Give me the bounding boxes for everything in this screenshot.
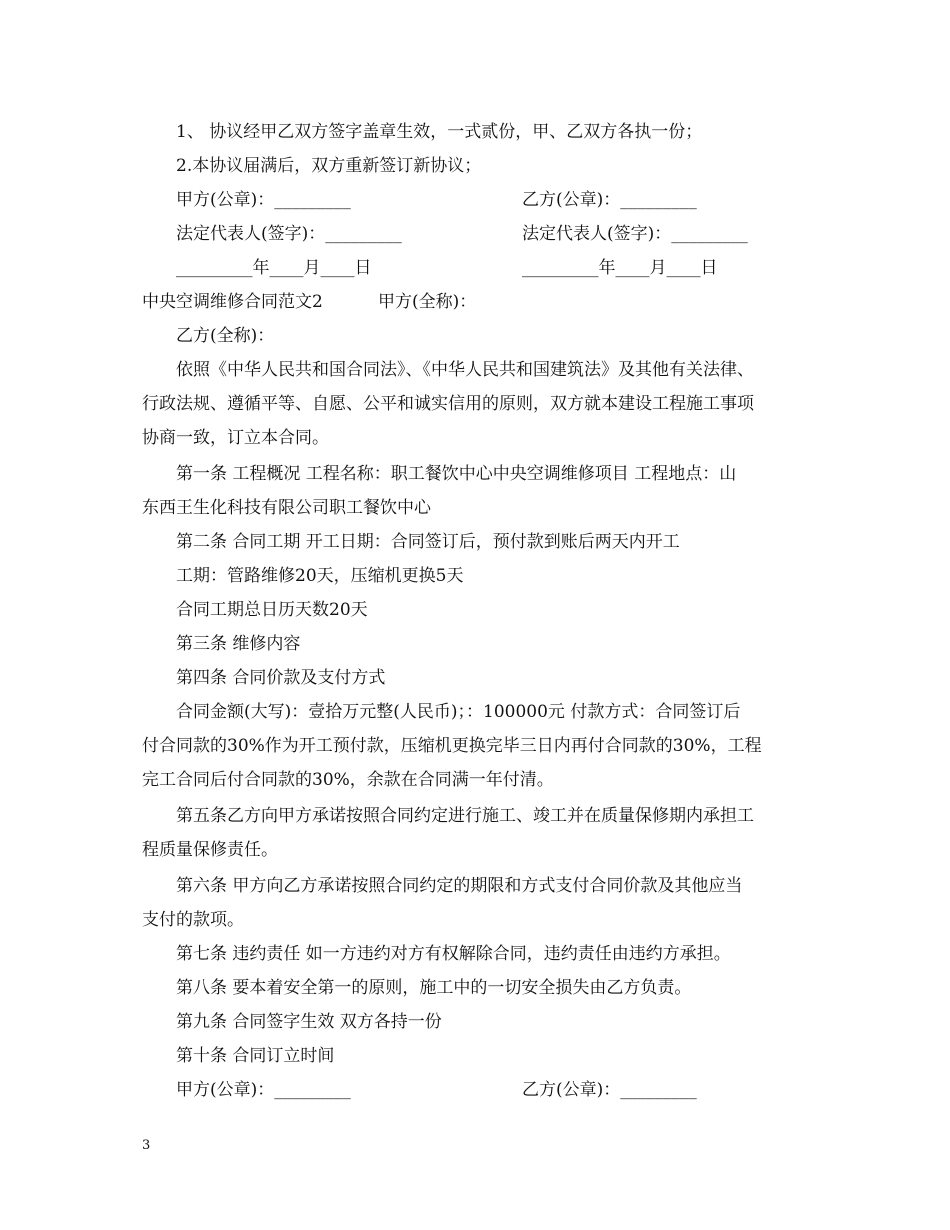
article-6-line-2: 支付的款项。 (142, 910, 244, 930)
article-5-line-1: 第五条乙方向甲方承诺按照合同约定进行施工、竣工并在质量保修期内承担工 (176, 806, 754, 826)
preamble-line-1: 依照《中华人民共和国合同法》、《中华人民共和国建筑法》及其他有关法律、 (176, 360, 754, 380)
clause-2-renewal: 2.本协议届满后，双方重新签订新协议； (176, 156, 482, 176)
party-a-seal-bottom: 甲方(公章)：_________ (176, 1080, 351, 1100)
article-3: 第三条 维修内容 (176, 634, 301, 654)
article-4-line-2: 付合同款的30%作为开工预付款，压缩机更换完毕三日内再付合同款的30%，工程 (142, 736, 762, 756)
party-a-seal: 甲方(公章)：_________ (176, 190, 351, 210)
article-2-line-2: 工期：管路维修20天，压缩机更换5天 (176, 566, 464, 586)
article-4-line-1: 合同金额(大写)：壹拾万元整(人民币)；：100000元 付款方式：合同签订后 (176, 702, 741, 722)
party-b-date: _________年____月____日 (522, 258, 718, 278)
preamble-line-2: 行政法规、遵循平等、自愿、公平和诚实信用的原则，双方就本建设工程施工事项 (142, 394, 754, 414)
article-1-line-1: 第一条 工程概况 工程名称：职工餐饮中心中央空调维修项目 工程地点：山 (176, 464, 737, 484)
article-4: 第四条 合同价款及支付方式 (176, 668, 386, 688)
contract-2-title: 中央空调维修合同范文2 (142, 292, 323, 312)
article-6-line-1: 第六条 甲方向乙方承诺按照合同约定的期限和方式支付合同价款及其他应当 (176, 876, 743, 896)
party-a-rep-signature: 法定代表人(签字)：_________ (176, 224, 402, 244)
article-7: 第七条 违约责任 如一方违约对方有权解除合同，违约责任由违约方承担。 (176, 944, 731, 964)
party-b-seal-bottom: 乙方(公章)：_________ (522, 1080, 697, 1100)
page-number: 3 (142, 1138, 151, 1153)
article-4-line-3: 完工合同后付合同款的30%，余款在合同满一年付清。 (142, 770, 554, 790)
article-1-line-2: 东西王生化科技有限公司职工餐饮中心 (142, 498, 431, 518)
article-2-line-1: 第二条 合同工期 开工日期：合同签订后，预付款到账后两天内开工 (176, 532, 680, 552)
article-2-line-3: 合同工期总日历天数20天 (176, 600, 368, 620)
article-10: 第十条 合同订立时间 (176, 1046, 335, 1066)
party-b-fullname: 乙方(全称)： (176, 326, 275, 346)
clause-1-effect: 1、 协议经甲乙双方签字盖章生效，一式贰份，甲、乙双方各执一份； (176, 122, 703, 142)
article-5-line-2: 程质量保修责任。 (142, 840, 278, 860)
party-a-fullname: 甲方(全称)： (378, 292, 477, 312)
party-b-seal: 乙方(公章)：_________ (522, 190, 697, 210)
party-b-rep-signature: 法定代表人(签字)：_________ (522, 224, 748, 244)
party-a-date: _________年____月____日 (176, 258, 372, 278)
preamble-line-3: 协商一致，订立本合同。 (142, 428, 329, 448)
article-9: 第九条 合同签字生效 双方各持一份 (176, 1012, 442, 1032)
article-8: 第八条 要本着安全第一的原则，施工中的一切安全损失由乙方负责。 (176, 978, 692, 998)
